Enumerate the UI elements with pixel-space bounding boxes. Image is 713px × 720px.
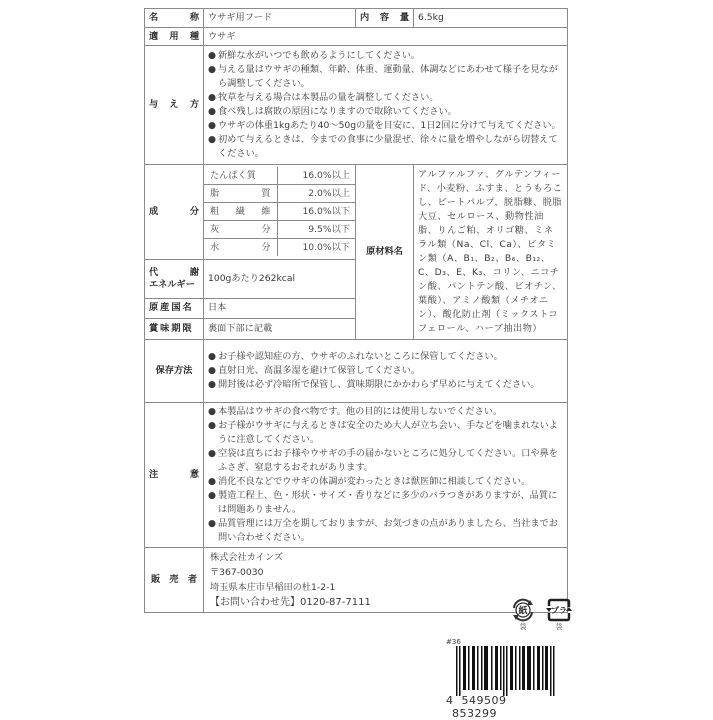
feeding-item — [208, 119, 563, 133]
barcode — [446, 638, 561, 720]
row-storage — [145, 340, 568, 403]
name-header — [145, 9, 204, 28]
bullet-icon: ● — [208, 476, 217, 487]
nutrient-name — [204, 203, 277, 221]
header-char: 容 — [379, 12, 390, 23]
nutrient-label: 維 — [261, 205, 271, 217]
item-text: 開封後は必ず冷暗所で保管し、賞味期限にかかわらず早めに与えてください。 — [218, 379, 540, 390]
header-char: 称 — [189, 12, 199, 23]
header-char: 分 — [189, 205, 199, 217]
energy-value: 100gあたり262kcal — [204, 259, 356, 298]
composition-row — [204, 221, 356, 239]
item-text: 新鮮な水がいつでも飲めるようにしてください。 — [218, 50, 421, 61]
nutrient-value: 16.0%以上 — [277, 167, 356, 185]
caution-header — [145, 403, 204, 548]
nutrient-value: 10.0%以下 — [277, 239, 356, 257]
barcode-left-group: 549509 — [461, 694, 507, 707]
content-value: 6.5kg — [414, 9, 568, 28]
composition-header — [145, 165, 204, 260]
origin-header: 原産国名 — [145, 298, 204, 318]
row-feeding — [145, 46, 568, 165]
row-species — [145, 28, 568, 46]
item-text: お子様や認知症の方、ウサギのふれないところに保管してください。 — [218, 351, 503, 362]
nutrient-label: 繊 — [235, 205, 245, 217]
nutrient-label: 粗 — [210, 205, 220, 217]
seller-postal: 〒367-0030 — [210, 567, 264, 578]
item-text: 製造工程上、色・形状・サイズ・香りなどに多少のバラつきがありますが、品質には問題ありません。 — [218, 490, 558, 515]
header-char: 意 — [189, 469, 199, 480]
nutrient-label: 質 — [261, 187, 271, 199]
caution-item — [208, 475, 563, 489]
feeding-item — [208, 91, 563, 105]
paper-caption: 袋 — [519, 623, 527, 631]
caution-item — [208, 517, 563, 545]
item-text: 食べ残しは腐敗の原因になりますので取除いてください。 — [218, 106, 457, 117]
bullet-icon: ● — [208, 518, 217, 529]
item-text: 空袋は直ちにお子様やウサギの手の届かないところに処分してください。口や鼻をふさぎ、窒息するおそれがあります。 — [218, 448, 558, 473]
item-text: 消化不良などでウサギの体調が変わったときは獣医師に相談してください。 — [218, 476, 531, 487]
header-char: 成 — [149, 205, 159, 217]
nutrient-name — [204, 185, 277, 203]
header-char: 適 — [149, 30, 159, 42]
item-text: お子様がウサギに与えるときは安全のため大人が立ち会い、手などを噛まれないように注意してください。 — [218, 420, 558, 445]
row-seller — [145, 548, 568, 613]
barcode-code-label: #36 — [446, 638, 461, 646]
nutrient-name — [204, 239, 277, 257]
header-char: 種 — [189, 30, 199, 42]
composition-row — [204, 167, 356, 185]
bullet-icon: ● — [208, 420, 217, 431]
ingredients-header: 原材料名 — [356, 165, 414, 340]
seller-header — [145, 548, 204, 613]
caution-item — [208, 447, 563, 475]
caution-notes — [204, 403, 568, 548]
header-char: 方 — [189, 99, 199, 110]
seller-address: 埼玉県本庄市早稲田の杜1-2-1 — [210, 582, 336, 593]
plastic-recycle-mark — [546, 598, 572, 632]
caution-item — [208, 419, 563, 447]
composition-row — [204, 203, 356, 221]
item-text: 初めて与えるときは、今までの食事に少量混ぜ、徐々に量を増やしながら切替えてください。 — [218, 134, 558, 159]
paper-recycle-mark — [510, 598, 536, 632]
feeding-item — [208, 49, 563, 63]
composition-table-cell — [204, 165, 356, 260]
nutrient-value: 9.5%以下 — [277, 221, 356, 239]
header-char: 与 — [149, 99, 159, 110]
nutrient-label: 脂 — [210, 187, 220, 199]
plastic-caption: 袋 — [555, 623, 563, 631]
seller-phone: 【お問い合わせ先】0120-87-7111 — [210, 597, 371, 608]
bullet-icon: ● — [208, 106, 217, 117]
storage-item — [208, 378, 563, 392]
header-line: エネルギー — [149, 278, 195, 290]
nutrient-label: 水 — [210, 241, 220, 253]
bullet-icon: ● — [208, 490, 217, 501]
barcode-first-digit: 4 — [446, 694, 454, 707]
ingredients-value: アルファルファ、グルテンフィード、小麦粉、ふすま、とうもろこし、ビートパルプ、脱脂糠、脱脂大豆、セルロース、動物性油脂、りんご粕、オリゴ糖、ミネラル類（Na、Cl、Ca）、ビタミン類（A、B₁、B₂、B₆、B₁₂、C、D₃、E、K₃、コリン、ニコチン酸、パントテン酸、ビオチン、葉酸）、アミノ酸類（メチオニン）、酸化防止剤（ミックストコフェロール、ハーブ抽出物） — [414, 165, 568, 340]
storage-item — [208, 350, 563, 364]
bullet-icon: ● — [208, 448, 217, 459]
species-header — [145, 28, 204, 46]
nutrient-value: 2.0%以上 — [277, 185, 356, 203]
item-text: 品質管理には万全を期しておりますが、お気づきの点がありましたら、当社までお問い合わせください。 — [218, 518, 558, 543]
nutrient-name — [204, 167, 277, 185]
storage-instructions — [204, 340, 568, 403]
feeding-item — [208, 133, 563, 161]
recycle-marks — [510, 598, 572, 632]
expiry-value: 裏面下部に記載 — [204, 318, 356, 339]
feeding-item — [208, 105, 563, 119]
product-label-table — [144, 8, 568, 613]
barcode-right-group: 853299 — [452, 707, 497, 720]
header-char: 売 — [169, 574, 179, 585]
item-text: 牧草を与える場合は本製品の量を調整してください。 — [218, 92, 439, 103]
barcode-bars-icon — [448, 646, 560, 696]
bullet-icon: ● — [208, 365, 217, 376]
feeding-instructions — [204, 46, 568, 165]
feeding-item — [208, 63, 563, 91]
row-caution — [145, 403, 568, 548]
content-header — [356, 9, 414, 28]
name-value: ウサギ用フード — [204, 9, 356, 28]
item-text: 本製品はウサギの食べ物です。他の目的には使用しないでください。 — [218, 406, 503, 417]
caution-item — [208, 405, 563, 419]
header-char: 販 — [151, 574, 161, 585]
nutrient-value: 16.0%以下 — [277, 203, 356, 221]
nutrient-label: たんぱく質 — [210, 169, 256, 181]
bullet-icon: ● — [208, 64, 217, 75]
paper-recycle-icon — [510, 598, 536, 622]
item-text: 直射日光、高温多湿を避けて保管してください。 — [218, 365, 421, 376]
item-text: 与える量はウサギの種類、年齢、体重、運動量、体調などにあわせて様子を見ながら調整してください。 — [218, 64, 558, 89]
paper-mark-text: 紙 — [518, 606, 528, 617]
nutrient-name — [204, 221, 277, 239]
item-text: ウサギの体重1kgあたり40〜50gの量を目安に、1日2回に分けて与えてください。 — [218, 120, 561, 131]
nutrient-label: 分 — [261, 241, 271, 253]
bullet-icon: ● — [208, 379, 217, 390]
header-char: 代 — [149, 266, 159, 278]
header-char: 内 — [360, 12, 370, 23]
header-char: 量 — [399, 12, 410, 23]
composition-row — [204, 185, 356, 203]
energy-header — [145, 259, 204, 298]
bullet-icon: ● — [208, 406, 217, 417]
composition-row — [204, 239, 356, 257]
plastic-mark-text: プラ — [551, 606, 567, 615]
storage-item — [208, 364, 563, 378]
header-char: 用 — [169, 30, 179, 42]
expiry-header: 賞味期限 — [145, 318, 204, 339]
row-composition — [145, 165, 568, 260]
species-value: ウサギ — [204, 28, 568, 46]
header-char: 者 — [187, 574, 197, 585]
bullet-icon: ● — [208, 50, 217, 61]
row-name — [145, 9, 568, 28]
header-char: 注 — [149, 469, 159, 480]
caution-item — [208, 489, 563, 517]
header-char: え — [169, 99, 179, 110]
feeding-header — [145, 46, 204, 165]
bullet-icon: ● — [208, 92, 217, 103]
composition-table — [204, 167, 356, 256]
barcode-digits — [446, 694, 561, 720]
header-char: 謝 — [189, 266, 199, 278]
bullet-icon: ● — [208, 120, 217, 131]
bullet-icon: ● — [208, 134, 217, 145]
origin-value: 日本 — [204, 298, 356, 318]
header-char: 名 — [149, 12, 159, 23]
seller-company: 株式会社カインズ — [210, 552, 283, 563]
plastic-recycle-icon — [546, 598, 572, 622]
nutrient-label: 分 — [261, 223, 271, 235]
nutrient-label: 灰 — [210, 223, 220, 235]
bullet-icon: ● — [208, 351, 217, 362]
storage-header: 保存方法 — [145, 340, 204, 403]
